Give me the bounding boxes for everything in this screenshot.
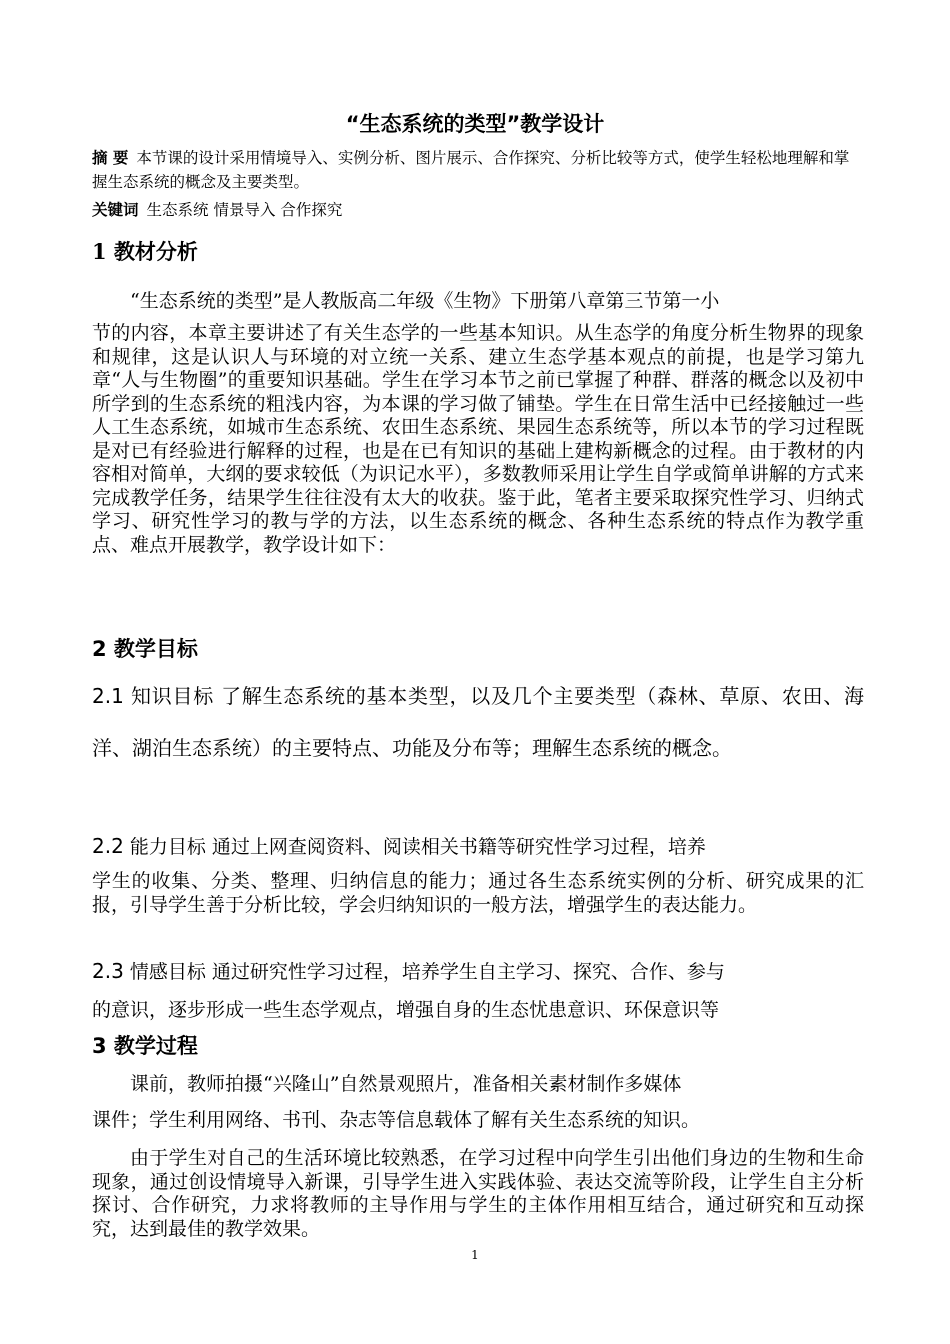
section3-para1-line2: 课件；学生利用网络、书刊、杂志等信息载体了解有关生态系统的知识。 <box>92 1109 701 1131</box>
goal1-text: 了解生态系统的基本类型，以及几个主要类型（森林、草原、农田、海洋、湖泊生态系统）的主要特点、功能及分布等；理解生态系统的概念。 <box>92 684 865 760</box>
goal3-first-line: 通过研究性学习过程，培养学生自主学习、探究、合作、参与 <box>211 961 725 983</box>
abstract <box>92 146 864 194</box>
section3-heading: 3 教学过程 <box>92 1034 198 1058</box>
goal2-first-line: 通过上网查阅资料、阅读相关书籍等研究性学习过程，培养 <box>211 836 706 858</box>
goal2-label: 能力目标 <box>129 836 206 858</box>
goal-ability-first-line <box>92 832 864 859</box>
keywords-label: 关键词 <box>92 201 139 219</box>
goal2-body: 学生的收集、分类、整理、归纳信息的能力；通过各生态系统实例的分析、研究成果的汇报，引导学生善于分析比较，学会归纳知识的一般方法，增强学生的表达能力。 <box>92 870 864 916</box>
page-number: 1 <box>471 1248 479 1262</box>
goal3-label: 情感目标 <box>129 961 206 983</box>
section1-heading: 1 教材分析 <box>92 239 198 264</box>
section2-heading: 2 教学目标 <box>92 637 198 661</box>
goal1-label: 知识目标 <box>130 684 214 708</box>
goal2-num: 2.2 <box>92 834 124 858</box>
goal3-num: 2.3 <box>92 959 124 983</box>
section3-para1-line1: 课前，教师拍摄“兴隆山”自然景观照片，准备相关素材制作多媒体 <box>130 1073 682 1095</box>
goal3-second-line: 的意识，逐步形成一些生态学观点，增强自身的生态忧患意识、环保意识等 <box>92 999 720 1021</box>
section3-para2: 由于学生对自己的生活环境比较熟悉，在学习过程中向学生引出他们身边的生物和生命现象，通过创设情境导入新课，引导学生进入实践体验、表达交流等阶段，让学生自主分析探讨、合作研究，力求将教师的主导作用与学生的主体作用相互结合，通过研究和互动探究，达到最佳的教学效果。 <box>92 1147 864 1240</box>
section1-first-line: “生态系统的类型”是人教版高二年级《生物》下册第八章第三节第一小 <box>130 290 720 312</box>
abstract-text: 本节课的设计采用情境导入、实例分析、图片展示、合作探究、分析比较等方式，使学生轻松地理解和掌握生态系统的概念及主要类型。 <box>92 149 850 191</box>
section1-body: 节的内容，本章主要讲述了有关生态学的一些基本知识。从生态学的角度分析生物界的现象和规律，这是认识人与环境的对立统一关系、建立生态学基本观点的前提，也是学习第九章“人与生物圈”的重要知识基础。学生在学习本节之前已掌握了种群、群落的概念以及初中所学到的生态系统的粗浅内容，为本课的学习做了铺垫。学生在日常生活中已经接触过一些人工生态系统，如城市生态系统、农田生态系统、果园生态系统等，所以本节的学习过程既是对已有经验进行解释的过程，也是在已有知识的基础上建构新概念的过程。由于教材的内容相对简单，大纲的要求较低（为识记水平），多数教师采用让学生自学或简单讲解的方式来完成教学任务，结果学生往往没有太大的收获。鉴于此，笔者主要采取探究性学习、归纳式学习、研究性学习的教与学的方法，以生态系统的概念、各种生态系统的特点作为教学重点、难点开展教学，教学设计如下： <box>92 322 864 556</box>
document-title: “生态系统的类型”教学设计 <box>345 112 605 136</box>
abstract-label: 摘 要 <box>92 149 129 167</box>
keywords-text: 生态系统 情景导入 合作探究 <box>146 201 343 219</box>
keywords <box>92 198 864 222</box>
goal-emotion-first-line <box>92 957 864 984</box>
goal1-num: 2.1 <box>92 684 124 708</box>
goal-knowledge <box>92 670 864 774</box>
